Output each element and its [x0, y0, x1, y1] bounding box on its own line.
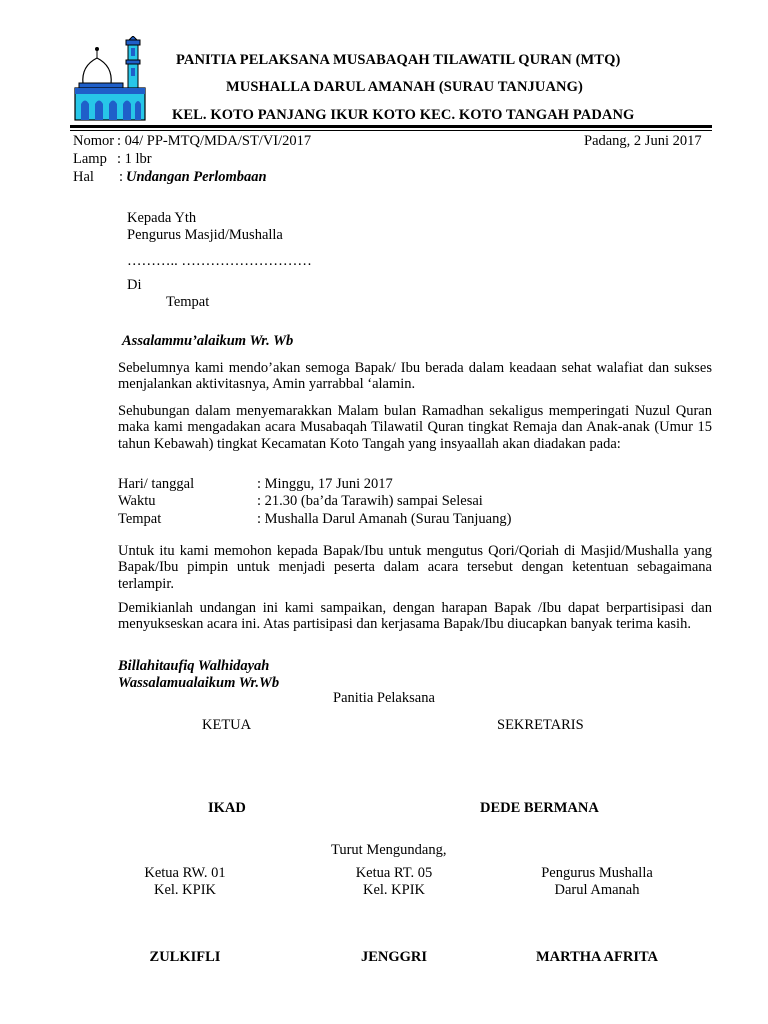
paragraph-request: Untuk itu kami memohon kepada Bapak/Ibu untuk mengutus Qori/Qoriah di Masjid/Mushalla yang Bapak/Ibu pimpin untuk menjadi peserta dalam acara tersebut dengan ketentuan sebagaimana terlampir.	[118, 543, 712, 592]
recipient-line-2: Pengurus Masjid/Mushalla	[127, 227, 283, 243]
schedule-place-label: Tempat	[118, 511, 162, 527]
rt-title: Ketua RT. 05	[355, 865, 433, 881]
recipient-tempat: Tempat	[166, 294, 210, 310]
sekretaris-title: SEKRETARIS	[497, 717, 584, 733]
rt-name: JENGGRI	[360, 949, 428, 965]
nomor-value: : 04/ PP-MTQ/MDA/ST/VI/2017	[117, 133, 312, 149]
recipient-line-1: Kepada Yth	[127, 210, 197, 226]
mosque-icon	[73, 36, 147, 122]
letterhead-line-3: KEL. KOTO PANJANG IKUR KOTO KEC. KOTO TANGAH PADANG	[172, 107, 635, 123]
nomor-label: Nomor	[73, 133, 115, 149]
rw-name: ZULKIFLI	[149, 949, 221, 965]
letterhead-rule-thick	[70, 125, 712, 128]
paragraph-closing: Demikianlah undangan ini kami sampaikan, dengan harapan Bapak /Ibu dapat berpartisipasi dan menyukseskan acara ini. Atas partisipasi dan kerjasama Bapak/Ibu diucapkan banyak terima kasih.	[118, 600, 712, 633]
paragraph-opening: Sebelumnya kami mendo’akan semoga Bapak/ Ibu berada dalam keadaan sehat walafiat dan sukses menjalankan aktivitasnya, Amin yarrabbal ‘alamin.	[118, 360, 712, 393]
letterhead-line-1: PANITIA PELAKSANA MUSABAQAH TILAWATIL QURAN (MTQ)	[176, 52, 621, 68]
turut-mengundang: Turut Mengundang,	[331, 842, 447, 858]
schedule-day-value: : Minggu, 17 Juni 2017	[257, 476, 393, 492]
closing-line-2: Wassalamualaikum Wr.Wb	[118, 675, 280, 691]
pengurus-signatory: MARTHA AFRITA	[535, 949, 659, 965]
lamp-value: : 1 lbr	[117, 151, 152, 167]
schedule-day-label: Hari/ tanggal	[118, 476, 195, 492]
sekretaris-name: DEDE BERMANA	[480, 800, 599, 816]
hal-label: Hal	[73, 169, 94, 185]
paragraph-announcement: Sehubungan dalam menyemarakkan Malam bulan Ramadhan sekaligus memperingati Nuzul Quran maka kami mengadakan acara Musabaqah Tilawatil Quran tingkat Remaja dan Anak-anak (Umur 15 tahun Kebawah) tingkat Kecamatan Koto Tangah yang insyaallah akan diadakan pada:	[118, 403, 712, 452]
closing-line-1: Billahitaufiq Walhidayah	[118, 658, 270, 674]
pengurus-title: Pengurus Mushalla	[541, 865, 653, 881]
rw-kel: Kel. KPIK	[153, 882, 217, 898]
ketua-title: KETUA	[202, 717, 252, 733]
ketua-name: IKAD	[208, 800, 246, 816]
mosque-logo	[73, 36, 147, 122]
rw-title: Ketua RW. 01	[144, 865, 226, 881]
schedule-time-label: Waktu	[118, 493, 156, 509]
lamp-label: Lamp	[73, 151, 107, 167]
letterhead-rule-thin	[70, 130, 712, 131]
recipient-dots: ……….. ………………………	[127, 253, 312, 269]
committee-label: Panitia Pelaksana	[333, 690, 435, 706]
recipient-di: Di	[127, 277, 142, 293]
letter-date: Padang, 2 Juni 2017	[584, 133, 702, 149]
schedule-time-value: : 21.30 (ba’da Tarawih) sampai Selesai	[257, 493, 483, 509]
greeting: Assalammu’alaikum Wr. Wb	[122, 333, 294, 349]
hal-value: Undangan Perlombaan	[126, 169, 267, 185]
letterhead-line-2: MUSHALLA DARUL AMANAH (SURAU TANJUANG)	[226, 79, 583, 95]
pengurus-name-line: Darul Amanah	[554, 882, 640, 898]
rt-kel: Kel. KPIK	[362, 882, 426, 898]
schedule-place-value: : Mushalla Darul Amanah (Surau Tanjuang)	[257, 511, 512, 527]
hal-colon: :	[119, 169, 124, 185]
